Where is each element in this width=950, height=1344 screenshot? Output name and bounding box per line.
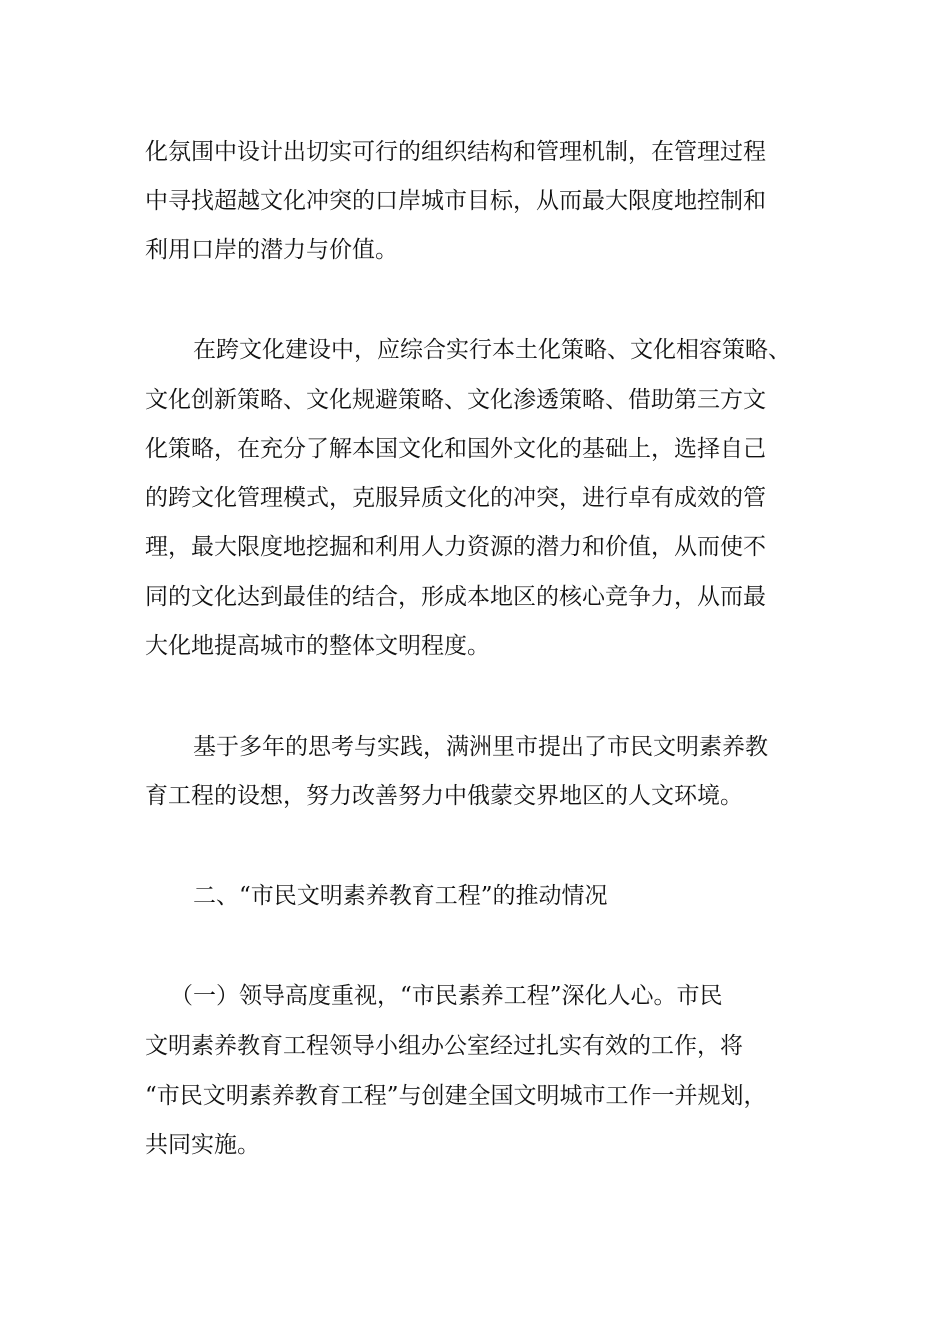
paragraph-2-line-4: 的跨文化管理模式，克服异质文化的冲突，进行卓有成效的管 [145,485,766,511]
paragraph-1-line-2: 中寻找超越文化冲突的口岸城市目标，从而最大限度地控制和 [145,188,766,214]
paragraph-5-line-3: “市民文明素养教育工程”与创建全国文明城市工作一并规划， [145,1083,767,1109]
paragraph-2-line-6: 同的文化达到最佳的结合，形成本地区的核心竞争力，从而最 [145,584,766,610]
paragraph-2-line-2: 文化创新策略、文化规避策略、文化渗透策略、借助第三方文 [145,387,766,413]
paragraph-2-line-7: 大化地提高城市的整体文明程度。 [145,633,490,659]
paragraph-1-line-1: 化氛围中设计出切实可行的组织结构和管理机制，在管理过程 [145,139,766,165]
paragraph-2-line-3: 化策略，在充分了解本国文化和国外文化的基础上，选择自己 [145,436,766,462]
section-heading: 二、“市民文明素养教育工程”的推动情况 [193,883,608,909]
paragraph-3-line-2: 育工程的设想，努力改善努力中俄蒙交界地区的人文环境。 [145,783,743,809]
paragraph-5-line-2: 文明素养教育工程领导小组办公室经过扎实有效的工作，将 [145,1033,743,1059]
paragraph-2-line-5: 理，最大限度地挖掘和利用人力资源的潜力和价值，从而使不 [145,534,766,560]
paragraph-1-line-3: 利用口岸的潜力与价值。 [145,237,398,263]
paragraph-2-line-1: 在跨文化建设中，应综合实行本土化策略、文化相容策略、 [193,337,791,363]
paragraph-3-line-1: 基于多年的思考与实践，满洲里市提出了市民文明素养教 [193,734,768,760]
paragraph-5-line-1: （一）领导高度重视，“市民素养工程”深化人心。市民 [170,983,723,1009]
paragraph-5-line-4: 共同实施。 [145,1132,260,1158]
